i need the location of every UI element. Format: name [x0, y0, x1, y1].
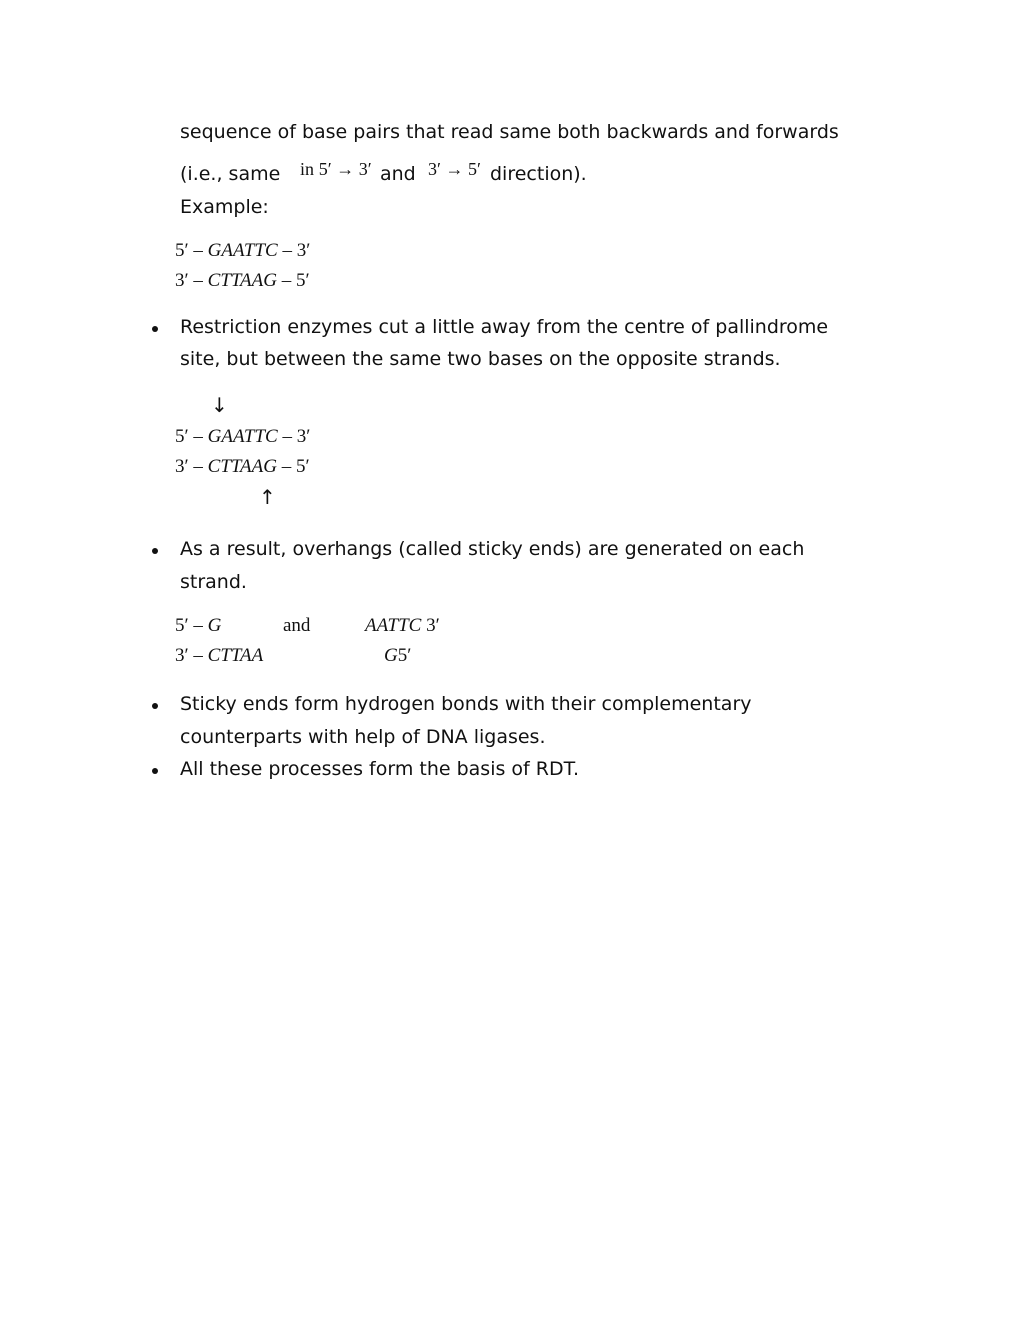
bullet-2-line-2: strand.	[180, 571, 247, 593]
direction-expression-3to5	[428, 158, 481, 181]
intro-line-2-and: and	[380, 163, 416, 185]
direction-expression-5to3	[300, 158, 372, 181]
in-label: in	[300, 159, 315, 179]
example-bottom-strand	[175, 270, 310, 292]
bullet-dot	[152, 548, 158, 554]
strand-start: 5′ –	[175, 240, 208, 261]
up-arrow-icon: ↑	[259, 485, 276, 509]
sticky-and-label: and	[283, 615, 311, 636]
strand-start: 3′ –	[175, 456, 208, 477]
cut-top-strand	[175, 426, 310, 448]
bullet-dot	[152, 703, 158, 709]
strand-end: 5′	[397, 645, 412, 666]
strand-start: 3′ –	[175, 645, 208, 666]
cut-bottom-strand	[175, 456, 310, 478]
bullet-3-line-1: Sticky ends form hydrogen bonds with their complementary	[180, 693, 752, 715]
sticky-right-top	[365, 615, 440, 637]
down-arrow-icon: ↓	[211, 393, 228, 417]
intro-line-2-prefix: (i.e., same	[180, 163, 281, 185]
strand-sequence: GAATTC	[207, 240, 278, 261]
bullet-4-line-1: All these processes form the basis of RDT.	[180, 758, 579, 780]
strand-end: – 3′	[277, 426, 311, 447]
strand-end: 3′	[421, 615, 440, 636]
sticky-left-top	[175, 615, 221, 637]
strand-end: – 3′	[277, 240, 311, 261]
strand-start: 3′ –	[175, 270, 208, 291]
bullet-dot	[152, 768, 158, 774]
strand-end: – 5′	[277, 456, 310, 477]
bullet-1-line-2: site, but between the same two bases on the opposite strands.	[180, 348, 781, 370]
direction-5to3: 5′ → 3′	[318, 159, 372, 179]
strand-sequence: CTTAAG	[207, 456, 277, 477]
strand-sequence: GAATTC	[207, 426, 278, 447]
intro-line-1: sequence of base pairs that read same both backwards and forwards	[180, 121, 839, 143]
strand-sequence: CTTAAG	[207, 270, 277, 291]
bullet-2-line-1: As a result, overhangs (called sticky ends) are generated on each	[180, 538, 805, 560]
strand-end: – 5′	[277, 270, 310, 291]
direction-3to5: 3′ → 5′	[428, 159, 481, 179]
strand-start: 5′ –	[175, 426, 208, 447]
strand-sequence: CTTAA	[207, 645, 264, 666]
strand-sequence: AATTC	[365, 615, 422, 636]
strand-sequence: G	[207, 615, 222, 636]
example-label: Example:	[180, 196, 269, 218]
bullet-dot	[152, 326, 158, 332]
intro-line-2-suffix: direction).	[490, 163, 587, 185]
bullet-1-line-1: Restriction enzymes cut a little away from the centre of pallindrome	[180, 316, 829, 338]
bullet-3-line-2: counterparts with help of DNA ligases.	[180, 726, 546, 748]
example-top-strand	[175, 240, 310, 262]
strand-sequence: G	[384, 645, 398, 666]
sticky-right-bottom	[384, 645, 411, 667]
sticky-left-bottom	[175, 645, 263, 667]
strand-start: 5′ –	[175, 615, 208, 636]
